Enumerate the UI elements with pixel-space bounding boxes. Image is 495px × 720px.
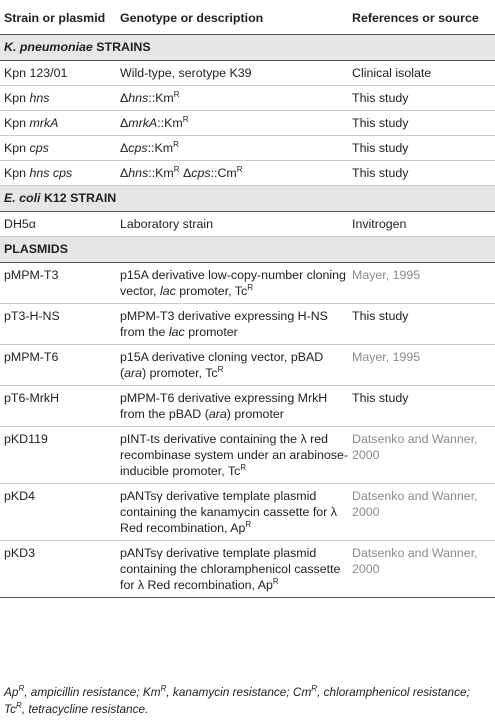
description: p15A derivative cloning vector, pBAD (ara) promoter, $Tc^R$ [114, 344, 348, 385]
strain-name: Kpn hns cps [0, 160, 114, 185]
header-reference: References or source [348, 0, 495, 34]
plasmid-name: pT3-H-NS [0, 303, 114, 344]
plasmid-name: pT6-MrkH [0, 385, 114, 426]
description: pMPM-T6 derivative expressing MrkH from the pBAD (ara) promoter [114, 385, 348, 426]
table-row [0, 540, 495, 597]
reference: This study [348, 110, 495, 135]
plasmid-name: pMPM-T3 [0, 262, 114, 303]
section-title: K. pneumoniae STRAINS [0, 34, 495, 60]
reference: Mayer, 1995 [348, 262, 495, 303]
strain-name: Kpn 123/01 [0, 60, 114, 85]
table-row [0, 110, 495, 135]
description: pINT-ts derivative containing the λ red recombinase system under an arabinose-inducible promoter, $Tc^R$ [114, 426, 348, 483]
plasmid-name: pKD4 [0, 483, 114, 540]
table-header-row [0, 0, 495, 34]
reference: This study [348, 135, 495, 160]
reference: Mayer, 1995 [348, 344, 495, 385]
reference: This study [348, 85, 495, 110]
strain-name: Kpn cps [0, 135, 114, 160]
strain-name: DH5α [0, 211, 114, 236]
reference: Invitrogen [348, 211, 495, 236]
description: pMPM-T3 derivative expressing H-NS from the lac promoter [114, 303, 348, 344]
table-row [0, 211, 495, 236]
reference: Datsenko and Wanner, 2000 [348, 540, 495, 597]
table-row [0, 303, 495, 344]
table-row [0, 344, 495, 385]
section-title: PLASMIDS [0, 236, 495, 262]
table-row [0, 483, 495, 540]
genotype: $\Delta mrkA::Km^R$ [114, 110, 348, 135]
reference: This study [348, 385, 495, 426]
plasmid-name: pMPM-T6 [0, 344, 114, 385]
table-row [0, 60, 495, 85]
reference: This study [348, 160, 495, 185]
reference: Datsenko and Wanner, 2000 [348, 483, 495, 540]
table-row [0, 385, 495, 426]
reference: Datsenko and Wanner, 2000 [348, 426, 495, 483]
genotype: $\Delta hns::Km^R$ [114, 85, 348, 110]
genotype: $\Delta hns::Km^R$ $\Delta cps::Cm^R$ [114, 160, 348, 185]
table-footnote: $Ap^R$, ampicillin resistance; $Km^R$, kanamycin resistance; $Cm^R$, chloramphenicol resistance; $Tc^R$, tetracycline resistance. [4, 684, 470, 716]
section-kpn-strains [0, 34, 495, 60]
table-row [0, 160, 495, 185]
table-row [0, 135, 495, 160]
description: p15A derivative low-copy-number cloning vector, lac promoter, $Tc^R$ [114, 262, 348, 303]
description: pANTsγ derivative template plasmid containing the kanamycin cassette for λ Red recombination, $Ap^R$ [114, 483, 348, 540]
table-row [0, 85, 495, 110]
table-row [0, 426, 495, 483]
table-row [0, 262, 495, 303]
header-strain: Strain or plasmid [0, 0, 114, 34]
genotype: Wild-type, serotype K39 [114, 60, 348, 85]
header-genotype: Genotype or description [114, 0, 348, 34]
description: pANTsγ derivative template plasmid containing the chloramphenicol cassette for λ Red recombination, $Ap^R$ [114, 540, 348, 597]
section-ecoli-strain [0, 185, 495, 211]
strain-name: Kpn mrkA [0, 110, 114, 135]
section-title: E. coli K12 STRAIN [0, 185, 495, 211]
section-plasmids [0, 236, 495, 262]
reference: This study [348, 303, 495, 344]
reference: Clinical isolate [348, 60, 495, 85]
plasmid-name: pKD119 [0, 426, 114, 483]
plasmid-name: pKD3 [0, 540, 114, 597]
strain-name: Kpn hns [0, 85, 114, 110]
genotype: $\Delta cps::Km^R$ [114, 135, 348, 160]
genotype: Laboratory strain [114, 211, 348, 236]
